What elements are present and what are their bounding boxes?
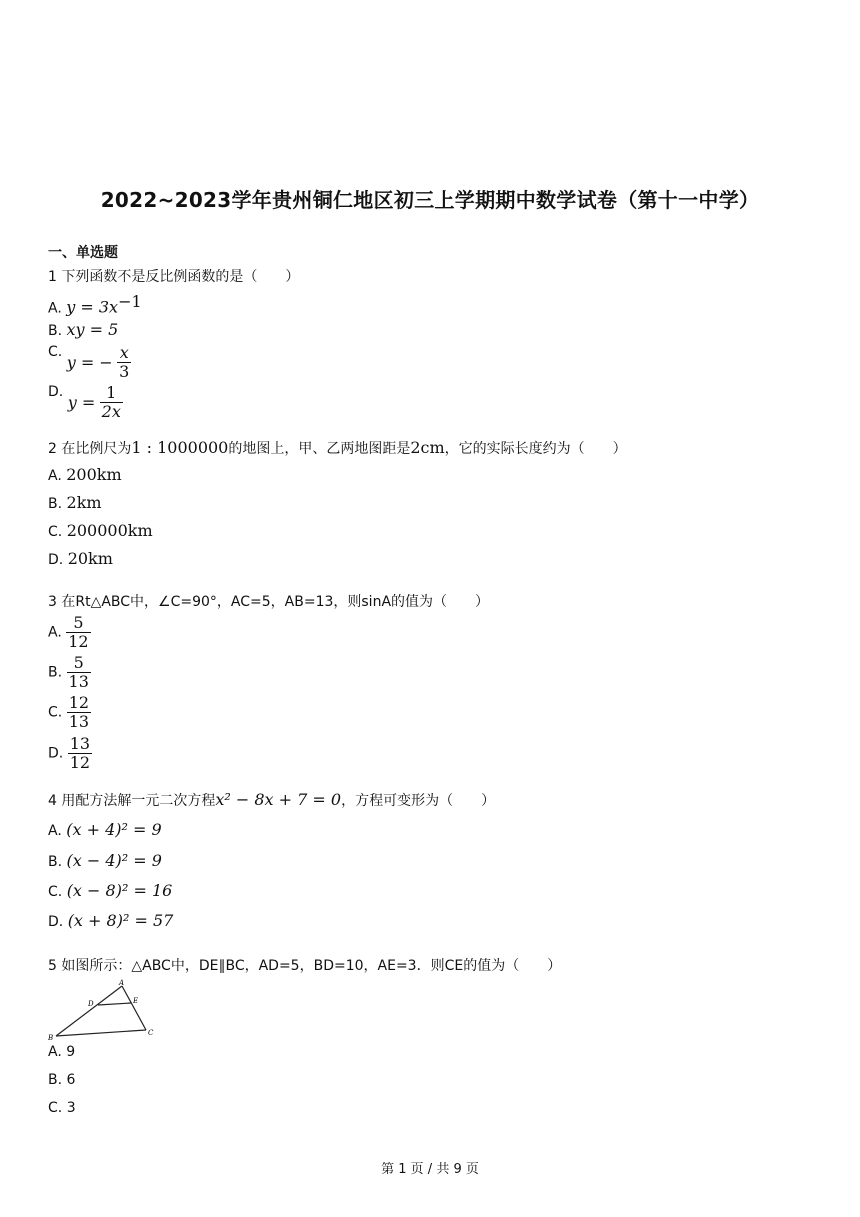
option-math: (x + 4)² = 9 (66, 820, 162, 839)
option-label: C. (48, 704, 63, 721)
question-5-option-c (48, 1100, 76, 1116)
option-label: A. (48, 823, 62, 839)
fraction (100, 384, 123, 421)
stem-math: 1 : 1000000 (131, 438, 229, 457)
question-2-option-d (48, 549, 113, 568)
option-label: D. (48, 384, 64, 400)
fraction (67, 694, 91, 731)
stem-math: 2cm (410, 438, 445, 457)
page-footer: 第 1 页 / 共 9 页 (381, 1162, 479, 1177)
option-label: B. (48, 664, 63, 681)
option-label: B. (48, 496, 63, 512)
option-label: A. (48, 300, 62, 317)
option-value: 2km (66, 493, 102, 512)
option-math: (x + 8)² = 57 (67, 911, 174, 930)
fraction-denominator: 2x (101, 402, 121, 421)
triangle-figure (46, 978, 158, 1042)
fraction-numerator: 5 (73, 613, 84, 632)
question-1-option-d (48, 384, 123, 421)
question-3-option-c (48, 694, 91, 731)
question-4-option-c (48, 881, 172, 900)
question-4-option-a (48, 820, 162, 839)
option-value: 6 (66, 1072, 76, 1088)
option-math: (x − 4)² = 9 (66, 851, 162, 870)
question-5-option-b (48, 1072, 75, 1088)
option-label: C. (48, 344, 63, 360)
stem-text: ，方程可变形为（ ） (341, 793, 496, 809)
question-2-option-a (48, 465, 122, 484)
question-2-option-b (48, 493, 102, 512)
option-label: B. (48, 323, 63, 339)
option-exponent: −1 (118, 292, 142, 311)
fraction-numerator: 13 (69, 734, 91, 753)
page-title: 2022~2023学年贵州铜仁地区初三上学期期中数学试卷（第十一中学） (100, 188, 760, 212)
stem-text: 4 用配方法解一元二次方程 (48, 793, 216, 809)
option-math: y = (67, 393, 96, 412)
fraction-denominator: 3 (119, 362, 130, 381)
option-value: 20km (67, 549, 113, 568)
question-3-option-b (48, 654, 91, 691)
fraction-numerator: x (119, 343, 129, 362)
vertex-label-c: C (148, 1029, 154, 1037)
question-2-option-c (48, 521, 153, 540)
fraction-numerator: 12 (68, 693, 90, 712)
option-label: C. (48, 884, 63, 900)
question-4-stem (48, 790, 495, 810)
stem-text: 的地图上，甲、乙两地图距是 (228, 441, 411, 457)
option-value: 3 (66, 1100, 76, 1116)
option-label: D. (48, 745, 64, 762)
option-math: xy = 5 (66, 320, 119, 339)
question-1-option-b (48, 320, 118, 339)
option-label: D. (48, 914, 64, 930)
question-3-stem: 3 在Rt△ABC中，∠C=90°，AC=5，AB=13，则sinA的值为（ ） (48, 594, 490, 610)
fraction (67, 654, 91, 691)
fraction-denominator: 12 (69, 753, 91, 772)
fraction-denominator: 12 (68, 632, 89, 651)
option-value: 200000km (66, 521, 153, 540)
question-1-option-a (48, 292, 142, 317)
option-label: A. (48, 1044, 62, 1060)
stem-text: ，它的实际长度约为（ ） (444, 441, 627, 457)
option-label: A. (48, 624, 62, 641)
option-math: y = − (66, 353, 113, 372)
option-math: (x − 8)² = 16 (66, 881, 173, 900)
option-label: D. (48, 552, 64, 568)
option-math: y = 3x (66, 297, 119, 317)
question-1-stem: 1 下列函数不是反比例函数的是（ ） (48, 269, 300, 285)
vertex-label-b: B (48, 1034, 54, 1042)
option-label: B. (48, 854, 63, 870)
section-heading: 一、单选题 (48, 245, 118, 261)
option-value: 9 (66, 1044, 76, 1060)
question-5-stem: 5 如图所示：△ABC中，DE∥BC，AD=5，BD=10，AE=3．则CE的值为（ ） (48, 958, 562, 974)
stem-text: 2 在比例尺为 (48, 441, 132, 457)
vertex-label-d: D (88, 1000, 94, 1008)
option-label: B. (48, 1072, 63, 1088)
question-1-option-c (48, 344, 131, 381)
fraction (117, 344, 131, 381)
option-label: C. (48, 524, 63, 540)
question-3-option-d (48, 735, 92, 772)
stem-math: x² − 8x + 7 = 0 (215, 790, 342, 809)
fraction-numerator: 1 (106, 383, 117, 402)
question-5-option-a (48, 1044, 75, 1060)
vertex-label-e: E (133, 997, 139, 1005)
fraction-numerator: 5 (73, 653, 84, 672)
fraction (66, 614, 90, 651)
fraction-denominator: 13 (68, 672, 89, 691)
option-label: A. (48, 468, 62, 484)
fraction-denominator: 13 (68, 712, 90, 731)
question-4-option-d (48, 911, 173, 930)
question-2-stem (48, 438, 627, 458)
question-4-option-b (48, 851, 162, 870)
question-3-option-a (48, 614, 91, 651)
vertex-label-a: A (119, 979, 125, 987)
fraction (68, 735, 92, 772)
option-value: 200km (66, 465, 122, 484)
option-label: C. (48, 1100, 63, 1116)
